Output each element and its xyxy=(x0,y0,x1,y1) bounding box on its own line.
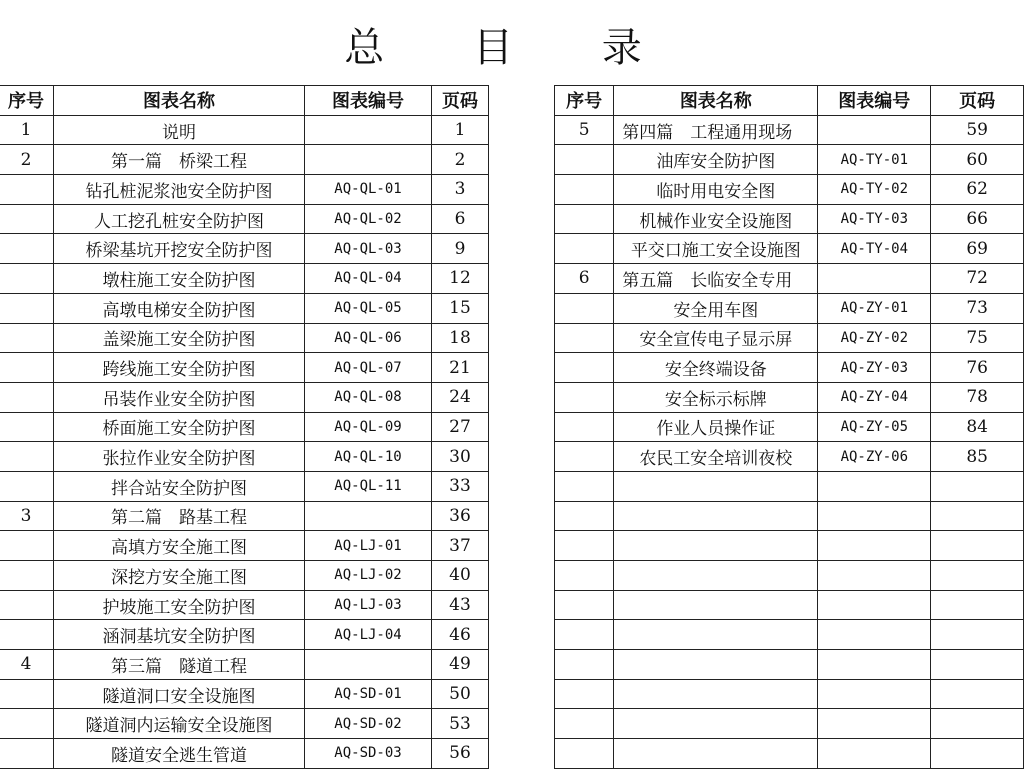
code-cell xyxy=(818,650,931,680)
code-cell: AQ-QL-11 xyxy=(305,471,432,501)
code-cell: AQ-SD-01 xyxy=(305,679,432,709)
page-cell xyxy=(931,620,1024,650)
header-page: 页码 xyxy=(931,86,1024,116)
code-cell xyxy=(818,561,931,591)
page-cell: 6 xyxy=(432,204,489,234)
name-cell: 农民工安全培训夜校 xyxy=(614,442,818,472)
code-cell: AQ-ZY-06 xyxy=(818,442,931,472)
page-cell: 84 xyxy=(931,412,1024,442)
toc-table-right xyxy=(554,85,1024,769)
header-seq: 序号 xyxy=(0,86,54,116)
seq-cell: 4 xyxy=(0,650,54,680)
seq-cell xyxy=(0,531,54,561)
seq-cell xyxy=(0,709,54,739)
seq-cell xyxy=(555,204,614,234)
header-code: 图表编号 xyxy=(818,86,931,116)
page-cell: 43 xyxy=(432,590,489,620)
seq-cell xyxy=(0,561,54,591)
table-row xyxy=(555,620,1024,650)
table-row xyxy=(555,204,1024,234)
seq-cell xyxy=(0,412,54,442)
table-header-row xyxy=(555,86,1024,116)
page-cell: 69 xyxy=(931,234,1024,264)
code-cell xyxy=(305,145,432,175)
seq-cell xyxy=(0,323,54,353)
page-cell: 72 xyxy=(931,264,1024,294)
seq-cell xyxy=(0,471,54,501)
seq-cell xyxy=(0,353,54,383)
table-row xyxy=(0,590,489,620)
seq-cell xyxy=(555,739,614,769)
page-cell xyxy=(931,650,1024,680)
seq-cell: 3 xyxy=(0,501,54,531)
name-cell: 深挖方安全施工图 xyxy=(54,561,305,591)
seq-cell xyxy=(0,175,54,205)
code-cell: AQ-LJ-03 xyxy=(305,590,432,620)
page-cell: 37 xyxy=(432,531,489,561)
page-cell: 56 xyxy=(432,739,489,769)
page-cell: 15 xyxy=(432,293,489,323)
table-row xyxy=(555,739,1024,769)
seq-cell xyxy=(0,739,54,769)
page-cell: 62 xyxy=(931,175,1024,205)
seq-cell xyxy=(555,412,614,442)
table-row xyxy=(0,412,489,442)
table-row xyxy=(0,293,489,323)
page-cell xyxy=(931,739,1024,769)
header-page: 页码 xyxy=(432,86,489,116)
name-cell: 安全标示标牌 xyxy=(614,382,818,412)
seq-cell xyxy=(555,353,614,383)
code-cell: AQ-LJ-01 xyxy=(305,531,432,561)
seq-cell xyxy=(555,471,614,501)
page-cell: 40 xyxy=(432,561,489,591)
code-cell: AQ-ZY-03 xyxy=(818,353,931,383)
page-cell xyxy=(931,501,1024,531)
code-cell: AQ-QL-01 xyxy=(305,175,432,205)
code-cell: AQ-QL-04 xyxy=(305,264,432,294)
header-code: 图表编号 xyxy=(305,86,432,116)
table-row xyxy=(0,115,489,145)
code-cell xyxy=(818,679,931,709)
table-row xyxy=(555,531,1024,561)
seq-cell xyxy=(555,501,614,531)
toc-table-left xyxy=(0,85,489,769)
code-cell: AQ-SD-02 xyxy=(305,709,432,739)
name-cell: 安全宣传电子显示屏 xyxy=(614,323,818,353)
name-cell: 隧道洞口安全设施图 xyxy=(54,679,305,709)
name-cell: 盖梁施工安全防护图 xyxy=(54,323,305,353)
code-cell: AQ-QL-06 xyxy=(305,323,432,353)
table-row xyxy=(0,382,489,412)
seq-cell: 2 xyxy=(0,145,54,175)
code-cell xyxy=(818,471,931,501)
seq-cell xyxy=(555,679,614,709)
name-cell xyxy=(614,620,818,650)
page-cell: 2 xyxy=(432,145,489,175)
page-cell xyxy=(931,590,1024,620)
table-row xyxy=(0,709,489,739)
code-cell xyxy=(818,264,931,294)
page-cell: 73 xyxy=(931,293,1024,323)
seq-cell xyxy=(0,293,54,323)
seq-cell xyxy=(0,234,54,264)
name-cell: 安全用车图 xyxy=(614,293,818,323)
name-cell: 高墩电梯安全防护图 xyxy=(54,293,305,323)
seq-cell xyxy=(555,620,614,650)
page-cell: 24 xyxy=(432,382,489,412)
code-cell: AQ-QL-10 xyxy=(305,442,432,472)
table-row xyxy=(555,650,1024,680)
name-cell: 作业人员操作证 xyxy=(614,412,818,442)
table-row xyxy=(555,353,1024,383)
name-cell: 第三篇 隧道工程 xyxy=(54,650,305,680)
code-cell: AQ-LJ-02 xyxy=(305,561,432,591)
seq-cell xyxy=(555,590,614,620)
page-cell: 66 xyxy=(931,204,1024,234)
code-cell: AQ-ZY-01 xyxy=(818,293,931,323)
seq-cell xyxy=(0,382,54,412)
page-cell: 1 xyxy=(432,115,489,145)
code-cell xyxy=(818,501,931,531)
name-cell: 桥面施工安全防护图 xyxy=(54,412,305,442)
table-row xyxy=(0,620,489,650)
name-cell: 高填方安全施工图 xyxy=(54,531,305,561)
header-name: 图表名称 xyxy=(54,86,305,116)
code-cell: AQ-TY-01 xyxy=(818,145,931,175)
table-row xyxy=(0,234,489,264)
table-row xyxy=(0,561,489,591)
name-cell: 拌合站安全防护图 xyxy=(54,471,305,501)
name-cell: 第五篇 长临安全专用 xyxy=(614,264,818,294)
page-cell: 18 xyxy=(432,323,489,353)
name-cell: 人工挖孔桩安全防护图 xyxy=(54,204,305,234)
code-cell: AQ-TY-02 xyxy=(818,175,931,205)
page-cell: 50 xyxy=(432,679,489,709)
seq-cell xyxy=(555,442,614,472)
name-cell xyxy=(614,531,818,561)
code-cell: AQ-ZY-02 xyxy=(818,323,931,353)
page-cell: 60 xyxy=(931,145,1024,175)
name-cell xyxy=(614,471,818,501)
code-cell: AQ-QL-02 xyxy=(305,204,432,234)
name-cell xyxy=(614,501,818,531)
table-row xyxy=(555,175,1024,205)
table-row xyxy=(555,323,1024,353)
seq-cell: 1 xyxy=(0,115,54,145)
page-cell: 9 xyxy=(432,234,489,264)
name-cell: 第四篇 工程通用现场 xyxy=(614,115,818,145)
table-row xyxy=(555,382,1024,412)
seq-cell xyxy=(555,531,614,561)
name-cell: 隧道洞内运输安全设施图 xyxy=(54,709,305,739)
seq-cell xyxy=(0,442,54,472)
code-cell: AQ-QL-07 xyxy=(305,353,432,383)
name-cell xyxy=(614,709,818,739)
page-cell: 53 xyxy=(432,709,489,739)
table-row xyxy=(555,145,1024,175)
table-row xyxy=(0,471,489,501)
name-cell: 桥梁基坑开挖安全防护图 xyxy=(54,234,305,264)
seq-cell xyxy=(555,145,614,175)
page-cell xyxy=(931,471,1024,501)
code-cell: AQ-SD-03 xyxy=(305,739,432,769)
table-row xyxy=(0,175,489,205)
page-cell: 12 xyxy=(432,264,489,294)
code-cell xyxy=(305,115,432,145)
code-cell xyxy=(818,739,931,769)
code-cell: AQ-QL-05 xyxy=(305,293,432,323)
code-cell: AQ-TY-03 xyxy=(818,204,931,234)
name-cell: 钻孔桩泥浆池安全防护图 xyxy=(54,175,305,205)
code-cell: AQ-QL-09 xyxy=(305,412,432,442)
name-cell: 平交口施工安全设施图 xyxy=(614,234,818,264)
table-row xyxy=(555,293,1024,323)
table-header-row xyxy=(0,86,489,116)
header-seq: 序号 xyxy=(555,86,614,116)
name-cell: 墩柱施工安全防护图 xyxy=(54,264,305,294)
table-row xyxy=(555,264,1024,294)
page-cell: 3 xyxy=(432,175,489,205)
page-cell: 75 xyxy=(931,323,1024,353)
name-cell: 安全终端设备 xyxy=(614,353,818,383)
table-row xyxy=(555,412,1024,442)
page-cell xyxy=(931,709,1024,739)
name-cell: 护坡施工安全防护图 xyxy=(54,590,305,620)
table-row xyxy=(0,145,489,175)
table-row xyxy=(555,679,1024,709)
table-row xyxy=(0,264,489,294)
table-row xyxy=(0,650,489,680)
table-row xyxy=(0,679,489,709)
seq-cell: 6 xyxy=(555,264,614,294)
seq-cell xyxy=(0,620,54,650)
seq-cell xyxy=(555,293,614,323)
page-cell: 78 xyxy=(931,382,1024,412)
page-cell: 76 xyxy=(931,353,1024,383)
page-cell: 27 xyxy=(432,412,489,442)
name-cell: 张拉作业安全防护图 xyxy=(54,442,305,472)
code-cell: AQ-QL-03 xyxy=(305,234,432,264)
code-cell xyxy=(305,501,432,531)
seq-cell xyxy=(555,175,614,205)
name-cell xyxy=(614,739,818,769)
name-cell: 油库安全防护图 xyxy=(614,145,818,175)
table-row xyxy=(555,471,1024,501)
table-row xyxy=(555,442,1024,472)
table-row xyxy=(555,709,1024,739)
code-cell xyxy=(305,650,432,680)
name-cell: 机械作业安全设施图 xyxy=(614,204,818,234)
header-name: 图表名称 xyxy=(614,86,818,116)
page-cell: 49 xyxy=(432,650,489,680)
table-row xyxy=(0,323,489,353)
table-row xyxy=(555,590,1024,620)
page-cell: 30 xyxy=(432,442,489,472)
table-row xyxy=(0,353,489,383)
name-cell xyxy=(614,679,818,709)
code-cell xyxy=(818,115,931,145)
code-cell: AQ-ZY-04 xyxy=(818,382,931,412)
table-row xyxy=(0,531,489,561)
seq-cell xyxy=(555,382,614,412)
code-cell: AQ-LJ-04 xyxy=(305,620,432,650)
table-row xyxy=(0,739,489,769)
code-cell: AQ-ZY-05 xyxy=(818,412,931,442)
table-row xyxy=(555,501,1024,531)
code-cell xyxy=(818,531,931,561)
name-cell: 第二篇 路基工程 xyxy=(54,501,305,531)
table-row xyxy=(0,204,489,234)
seq-cell xyxy=(555,650,614,680)
code-cell: AQ-TY-04 xyxy=(818,234,931,264)
name-cell: 临时用电安全图 xyxy=(614,175,818,205)
name-cell: 说明 xyxy=(54,115,305,145)
name-cell xyxy=(614,590,818,620)
table-row xyxy=(555,234,1024,264)
seq-cell xyxy=(555,709,614,739)
name-cell: 跨线施工安全防护图 xyxy=(54,353,305,383)
code-cell: AQ-QL-08 xyxy=(305,382,432,412)
page-cell xyxy=(931,561,1024,591)
seq-cell xyxy=(555,234,614,264)
seq-cell xyxy=(555,323,614,353)
seq-cell xyxy=(0,679,54,709)
seq-cell xyxy=(0,264,54,294)
code-cell xyxy=(818,709,931,739)
seq-cell xyxy=(0,204,54,234)
name-cell xyxy=(614,561,818,591)
name-cell: 涵洞基坑安全防护图 xyxy=(54,620,305,650)
page-cell xyxy=(931,679,1024,709)
page-cell: 21 xyxy=(432,353,489,383)
table-row xyxy=(555,115,1024,145)
page-cell xyxy=(931,531,1024,561)
seq-cell xyxy=(555,561,614,591)
page-cell: 46 xyxy=(432,620,489,650)
table-row xyxy=(555,561,1024,591)
page-cell: 36 xyxy=(432,501,489,531)
page-cell: 85 xyxy=(931,442,1024,472)
page-cell: 33 xyxy=(432,471,489,501)
table-row xyxy=(0,442,489,472)
name-cell xyxy=(614,650,818,680)
seq-cell xyxy=(0,590,54,620)
table-row xyxy=(0,501,489,531)
name-cell: 吊装作业安全防护图 xyxy=(54,382,305,412)
name-cell: 隧道安全逃生管道 xyxy=(54,739,305,769)
code-cell xyxy=(818,590,931,620)
seq-cell: 5 xyxy=(555,115,614,145)
name-cell: 第一篇 桥梁工程 xyxy=(54,145,305,175)
page-title: 总 目 录 xyxy=(344,25,680,71)
page-cell: 59 xyxy=(931,115,1024,145)
code-cell xyxy=(818,620,931,650)
